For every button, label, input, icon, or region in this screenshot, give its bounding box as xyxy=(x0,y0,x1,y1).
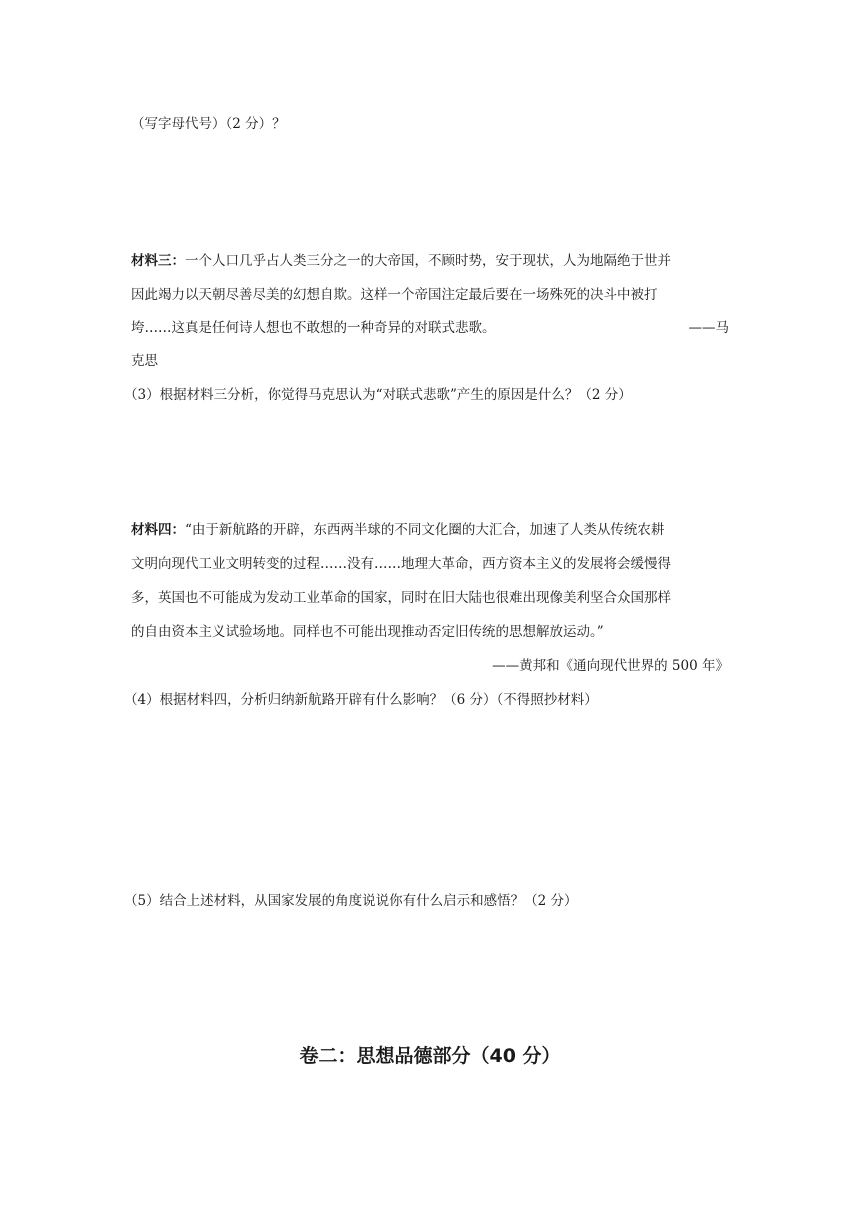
material-3-text-1: 一个人口几乎占人类三分之一的大帝国，不顾时势，安于现状，人为地隔绝于世并 xyxy=(185,253,671,269)
material-4-source: ——黄邦和《通向现代世界的 500 年》 xyxy=(492,658,729,674)
question-2-tail: （写字母代号）（2 分）？ xyxy=(131,116,286,132)
material-3-label: 材料三： xyxy=(131,253,185,269)
material-4-line-2: 文明向现代工业文明转变的过程……没有……地理大革命，西方资本主义的发展将会缓慢得 xyxy=(131,556,671,572)
material-3-source-a: ——马 xyxy=(688,320,729,336)
material-4-line-3: 多，英国也不可能成为发动工业革命的国家，同时在旧大陆也很难出现像美利坚合众国那样 xyxy=(131,590,671,606)
material-3-line-1 xyxy=(131,249,671,269)
section-heading: 卷二：思想品德部分（40 分） xyxy=(299,1045,561,1067)
question-3: （3）根据材料三分析，你觉得马克思认为“对联式悲歌”产生的原因是什么？（2 分） xyxy=(124,387,632,403)
material-4-label: 材料四： xyxy=(131,522,185,538)
material-4-line-1 xyxy=(131,518,664,538)
material-4-text-1: “由于新航路的开辟，东西两半球的不同文化圈的大汇合，加速了人类从传统农耕 xyxy=(185,522,665,538)
question-5: （5）结合上述材料，从国家发展的角度说说你有什么启示和感悟？（2 分） xyxy=(124,893,578,909)
material-3-source-b: 克思 xyxy=(131,353,158,369)
question-4: （4）根据材料四，分析归纳新航路开辟有什么影响？（6 分）（不得照抄材料） xyxy=(124,692,598,708)
material-3-line-3: 垮……这真是任何诗人想也不敢想的一种奇异的对联式悲歌。 xyxy=(131,320,496,336)
material-3-line-2: 因此竭力以天朝尽善尽美的幻想自欺。这样一个帝国注定最后要在一场殊死的决斗中被打 xyxy=(131,287,658,303)
material-4-line-4: 的自由资本主义试验场地。同样也不可能出现推动否定旧传统的思想解放运动。” xyxy=(131,624,604,640)
